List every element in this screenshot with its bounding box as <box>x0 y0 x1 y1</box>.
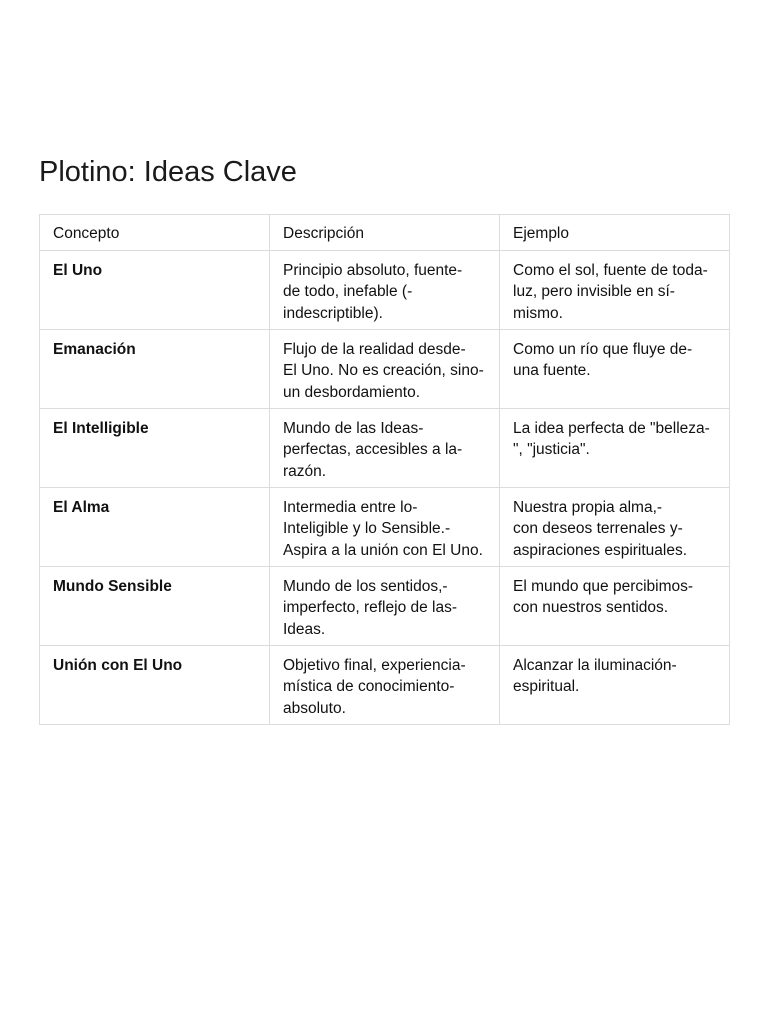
concept-cell: Unión con El Uno <box>40 646 270 725</box>
description-cell <box>270 409 500 488</box>
description-cell <box>270 488 500 567</box>
example-cell <box>500 488 730 567</box>
example-cell <box>500 330 730 409</box>
text-line: Mundo de los sentidos,- <box>283 578 448 595</box>
description-cell <box>270 567 500 646</box>
column-header-descripcion: Descripción <box>270 215 500 251</box>
text-line: espiritual. <box>513 678 580 696</box>
table-row <box>40 646 730 725</box>
example-cell <box>500 409 730 488</box>
example-cell <box>500 646 730 725</box>
text-line: Objetivo final, experiencia- <box>283 657 466 674</box>
description-cell <box>270 330 500 409</box>
text-line: razón. <box>283 462 327 480</box>
column-header-ejemplo: Ejemplo <box>500 215 730 251</box>
text-line: Alcanzar la iluminación- <box>513 657 677 674</box>
text-line: una fuente. <box>513 362 591 380</box>
concept-cell: El Uno <box>40 251 270 330</box>
text-line: luz, pero invisible en sí- <box>513 283 675 301</box>
description-cell <box>270 251 500 330</box>
text-line: indescriptible). <box>283 304 383 322</box>
concept-cell: El Intelligible <box>40 409 270 488</box>
text-line: Mundo de las Ideas- <box>283 420 424 437</box>
text-line: Inteligible y lo Sensible.- <box>283 520 451 538</box>
description-cell <box>270 646 500 725</box>
ideas-table <box>39 214 730 725</box>
text-line: La idea perfecta de "belleza- <box>513 420 710 437</box>
text-line: con nuestros sentidos. <box>513 599 669 617</box>
text-line: Flujo de la realidad desde- <box>283 341 466 358</box>
text-line: de todo, inefable (- <box>283 283 413 301</box>
text-line: El mundo que percibimos- <box>513 578 694 595</box>
text-line: un desbordamiento. <box>283 383 421 401</box>
table-row <box>40 488 730 567</box>
text-line: aspiraciones espirituales. <box>513 541 688 559</box>
concept-cell: Mundo Sensible <box>40 567 270 646</box>
text-line: El Uno. No es creación, sino- <box>283 362 484 380</box>
text-line: ", "justicia". <box>513 441 590 459</box>
concept-cell: Emanación <box>40 330 270 409</box>
text-line: perfectas, accesibles a la- <box>283 441 463 459</box>
text-line: Como un río que fluye de- <box>513 341 693 358</box>
table-row <box>40 409 730 488</box>
example-cell <box>500 567 730 646</box>
example-cell <box>500 251 730 330</box>
page-title: Plotino: Ideas Clave <box>39 156 297 188</box>
text-line: mística de conocimiento- <box>283 678 455 696</box>
text-line: Intermedia entre lo- <box>283 499 418 516</box>
concept-cell: El Alma <box>40 488 270 567</box>
table-row <box>40 330 730 409</box>
column-header-concepto: Concepto <box>40 215 270 251</box>
table-row <box>40 251 730 330</box>
text-line: Principio absoluto, fuente- <box>283 262 463 279</box>
table-row <box>40 567 730 646</box>
text-line: mismo. <box>513 304 563 322</box>
table-header-row <box>40 215 730 251</box>
text-line: imperfecto, reflejo de las- <box>283 599 458 617</box>
text-line: Como el sol, fuente de toda- <box>513 262 708 279</box>
text-line: absoluto. <box>283 699 346 717</box>
text-line: Nuestra propia alma,- <box>513 499 663 516</box>
text-line: con deseos terrenales y- <box>513 520 683 538</box>
text-line: Aspira a la unión con El Uno. <box>283 541 483 559</box>
text-line: Ideas. <box>283 620 326 638</box>
